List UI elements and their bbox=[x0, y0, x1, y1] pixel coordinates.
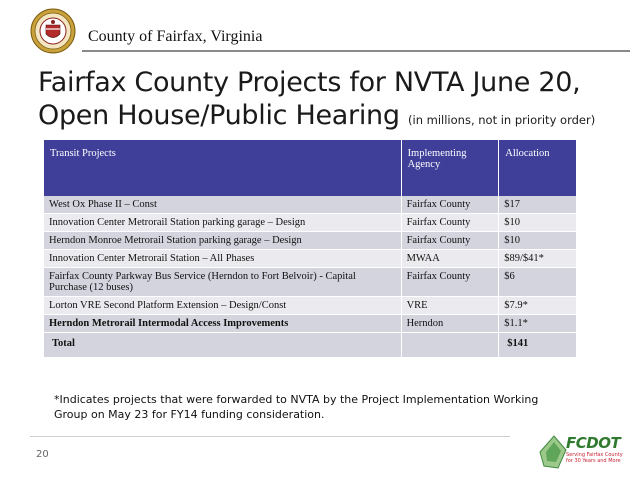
allocation: $1.1* bbox=[499, 315, 576, 333]
project-name: Lorton VRE Second Platform Extension – Design/Const bbox=[44, 297, 401, 315]
allocation: $17 bbox=[499, 196, 576, 214]
agency: Herndon bbox=[401, 315, 499, 333]
title-line-1: Fairfax County Projects for NVTA June 20, bbox=[38, 67, 581, 98]
allocation: $10 bbox=[499, 232, 576, 250]
page-title bbox=[38, 66, 595, 137]
agency: Fairfax County bbox=[401, 196, 499, 214]
footnote: *Indicates projects that were forwarded to NVTA by the Project Implementation Working Group on May 23 for FY14 funding consideration. bbox=[54, 393, 539, 421]
fcdot-logo-tagline: Serving Fairfax County for 30 Years and More bbox=[566, 452, 623, 464]
table-row bbox=[44, 297, 576, 315]
page-number: 20 bbox=[36, 449, 49, 460]
project-name: Innovation Center Metrorail Station – All Phases bbox=[44, 250, 401, 268]
header-implementing-agency: Implementing Agency bbox=[401, 140, 499, 196]
total-value: $141 bbox=[499, 333, 576, 358]
total-label: Total bbox=[44, 333, 401, 358]
footer-divider bbox=[30, 436, 510, 437]
fcdot-logo-text: FCDOT bbox=[566, 434, 621, 452]
header-divider bbox=[82, 50, 630, 52]
total-empty-cell bbox=[401, 333, 499, 358]
project-name: Innovation Center Metrorail Station parking garage – Design bbox=[44, 214, 401, 232]
agency: Fairfax County bbox=[401, 214, 499, 232]
agency: Fairfax County bbox=[401, 232, 499, 250]
title-note: (in millions, not in priority order) bbox=[408, 113, 596, 127]
table-row bbox=[44, 196, 576, 214]
county-name: County of Fairfax, Virginia bbox=[88, 28, 263, 45]
projects-table bbox=[44, 140, 576, 358]
title-line-2: Open House/Public Hearing bbox=[38, 100, 400, 131]
agency: MWAA bbox=[401, 250, 499, 268]
allocation: $7.9* bbox=[499, 297, 576, 315]
project-name: Fairfax County Parkway Bus Service (Herndon to Fort Belvoir) - Capital Purchase (12 buses) bbox=[44, 268, 401, 297]
table-total-row bbox=[44, 333, 576, 358]
project-name: Herndon Monroe Metrorail Station parking garage – Design bbox=[44, 232, 401, 250]
allocation: $10 bbox=[499, 214, 576, 232]
table-row bbox=[44, 268, 576, 297]
header-allocation: Allocation bbox=[499, 140, 576, 196]
agency: Fairfax County bbox=[401, 268, 499, 297]
header-transit-projects: Transit Projects bbox=[44, 140, 401, 196]
table-row bbox=[44, 250, 576, 268]
project-name: Herndon Metrorail Intermodal Access Improvements bbox=[44, 315, 401, 333]
table-row bbox=[44, 315, 576, 333]
allocation: $6 bbox=[499, 268, 576, 297]
table-row bbox=[44, 232, 576, 250]
table-row bbox=[44, 214, 576, 232]
agency: VRE bbox=[401, 297, 499, 315]
allocation: $89/$41* bbox=[499, 250, 576, 268]
county-seal-icon bbox=[30, 8, 76, 54]
project-name: West Ox Phase II – Const bbox=[44, 196, 401, 214]
table-header-row bbox=[44, 140, 576, 196]
